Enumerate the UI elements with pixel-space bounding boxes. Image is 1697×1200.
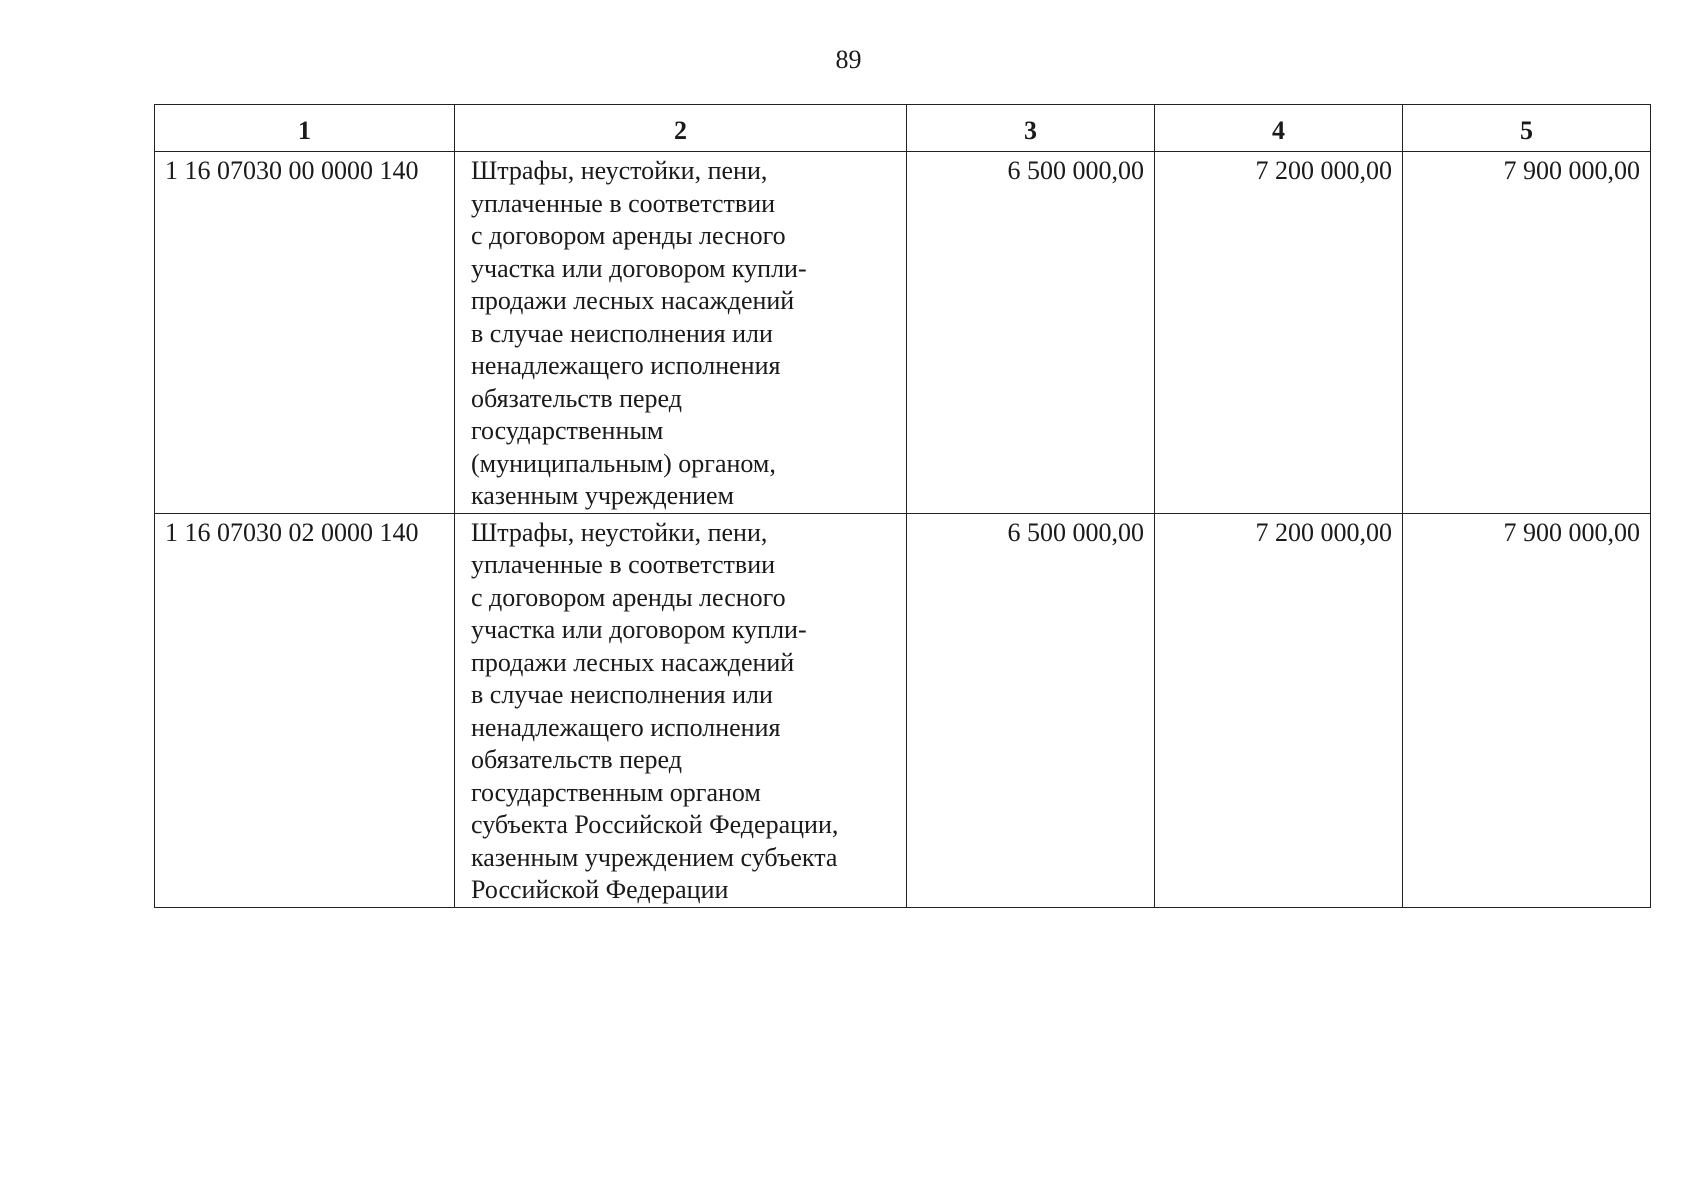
description-line: Штрафы, неустойки, пени, bbox=[471, 517, 768, 547]
description-cell bbox=[455, 513, 907, 907]
value-cell-col3: 6 500 000,00 bbox=[907, 152, 1155, 514]
budget-code-cell: 1 16 07030 00 0000 140 bbox=[155, 152, 455, 514]
description-line: Российской Федерации bbox=[471, 875, 729, 904]
description-line: с договором аренды лесного bbox=[471, 221, 786, 250]
description-line: казенным учреждением bbox=[471, 481, 735, 510]
table-header-row bbox=[155, 105, 1651, 152]
description-line: Штрафы, неустойки, пени, bbox=[471, 156, 768, 185]
table-row bbox=[155, 152, 1651, 514]
value-cell-col5: 7 900 000,00 bbox=[1403, 513, 1651, 907]
description-line: казенным учреждением субъекта bbox=[471, 842, 838, 872]
page-number: 89 bbox=[835, 45, 862, 74]
description-line: уплаченные в соответствии bbox=[471, 550, 776, 579]
column-header-5: 5 bbox=[1403, 105, 1651, 152]
description-line: (муниципальным) органом, bbox=[471, 448, 776, 478]
value-cell-col5: 7 900 000,00 bbox=[1403, 152, 1651, 514]
description-line: государственным bbox=[471, 416, 664, 445]
description-line: участка или договором купли- bbox=[471, 253, 807, 283]
column-header-2: 2 bbox=[455, 105, 907, 152]
description-line: ненадлежащего исполнения bbox=[471, 351, 781, 380]
description-line: продажи лесных насаждений bbox=[471, 286, 795, 315]
value-cell-col3: 6 500 000,00 bbox=[907, 513, 1155, 907]
description-line: обязательств перед bbox=[471, 383, 682, 413]
value-cell-col4: 7 200 000,00 bbox=[1155, 152, 1403, 514]
budget-revenue-table bbox=[154, 104, 1651, 908]
budget-code-cell: 1 16 07030 02 0000 140 bbox=[155, 513, 455, 907]
description-line: государственным органом bbox=[471, 777, 761, 807]
column-header-1: 1 bbox=[155, 105, 455, 152]
description-cell bbox=[455, 152, 907, 514]
description-line: субъекта Российской Федерации, bbox=[471, 810, 839, 839]
description-line: участка или договором купли- bbox=[471, 615, 807, 644]
description-line: обязательств перед bbox=[471, 745, 682, 774]
description-line: в случае неисполнения или bbox=[471, 318, 773, 348]
column-header-4: 4 bbox=[1155, 105, 1403, 152]
description-line: ненадлежащего исполнения bbox=[471, 712, 781, 742]
description-line: с договором аренды лесного bbox=[471, 582, 786, 612]
column-header-3: 3 bbox=[907, 105, 1155, 152]
table-row bbox=[155, 513, 1651, 907]
description-line: продажи лесных насаждений bbox=[471, 647, 795, 677]
description-line: уплаченные в соответствии bbox=[471, 188, 776, 218]
description-line: в случае неисполнения или bbox=[471, 680, 773, 709]
value-cell-col4: 7 200 000,00 bbox=[1155, 513, 1403, 907]
